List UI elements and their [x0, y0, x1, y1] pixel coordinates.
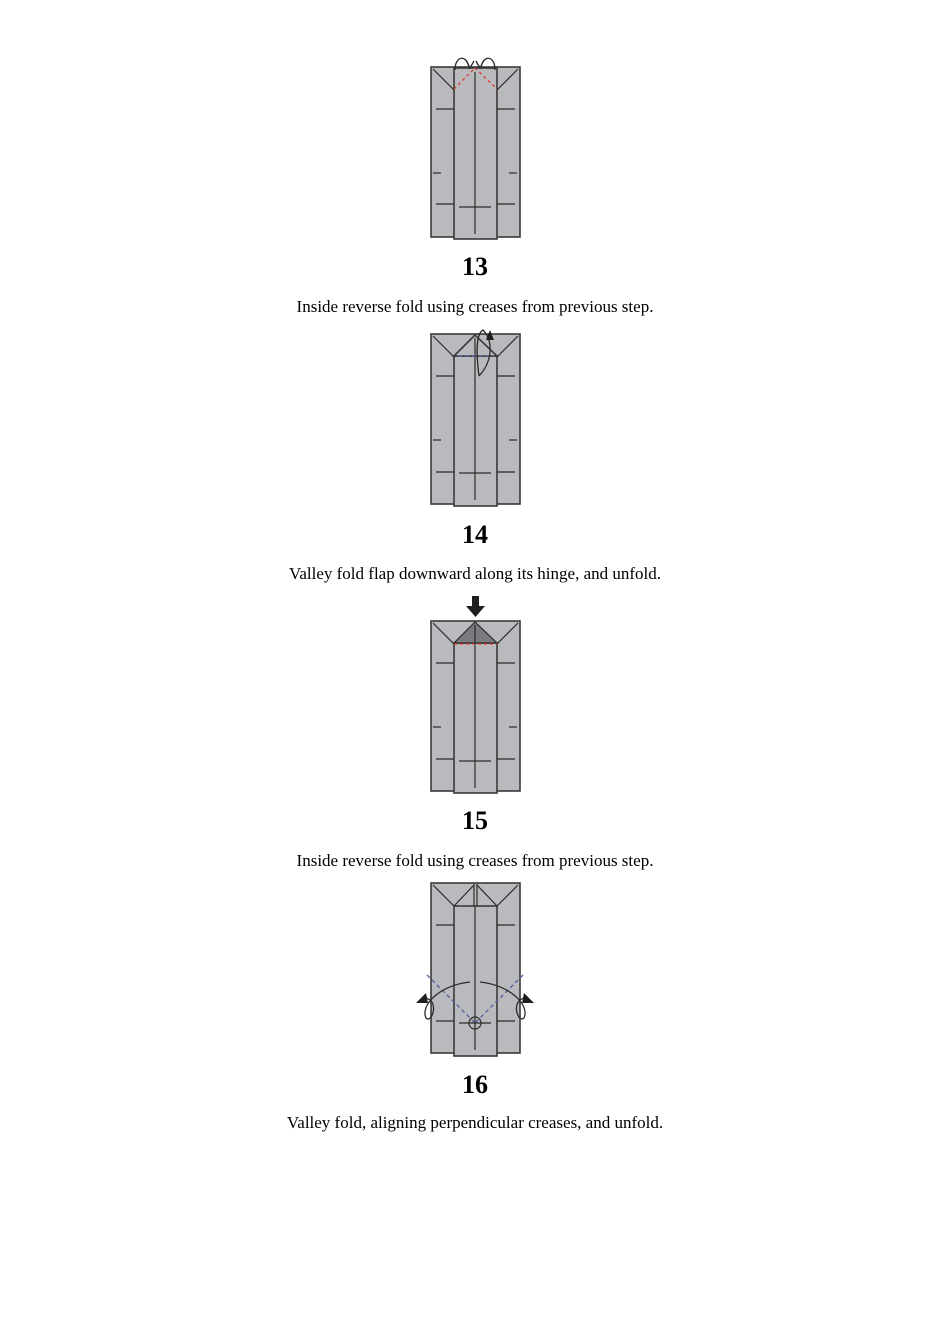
step-number: 14: [462, 520, 488, 549]
paper-model: [431, 621, 520, 793]
step-caption: Inside reverse fold using creases from previous step.: [296, 851, 654, 870]
paper-model: [431, 883, 520, 1056]
paper-model: [431, 334, 520, 506]
step-caption: Inside reverse fold using creases from previous step.: [296, 297, 654, 316]
step-number: 13: [462, 252, 488, 281]
step-caption: Valley fold flap downward along its hinge, and unfold.: [288, 564, 662, 583]
step-number: 15: [462, 806, 488, 835]
step-number: 16: [462, 1070, 488, 1099]
step-13-diagram: [0, 50, 950, 245]
step-16-diagram: [0, 876, 950, 1062]
step-15-diagram: [0, 592, 950, 798]
paper-model: [431, 67, 520, 239]
step-caption: Valley fold, aligning perpendicular creases, and unfold.: [286, 1113, 664, 1132]
step-14-diagram: [0, 322, 950, 512]
push-arrow: [466, 596, 485, 617]
